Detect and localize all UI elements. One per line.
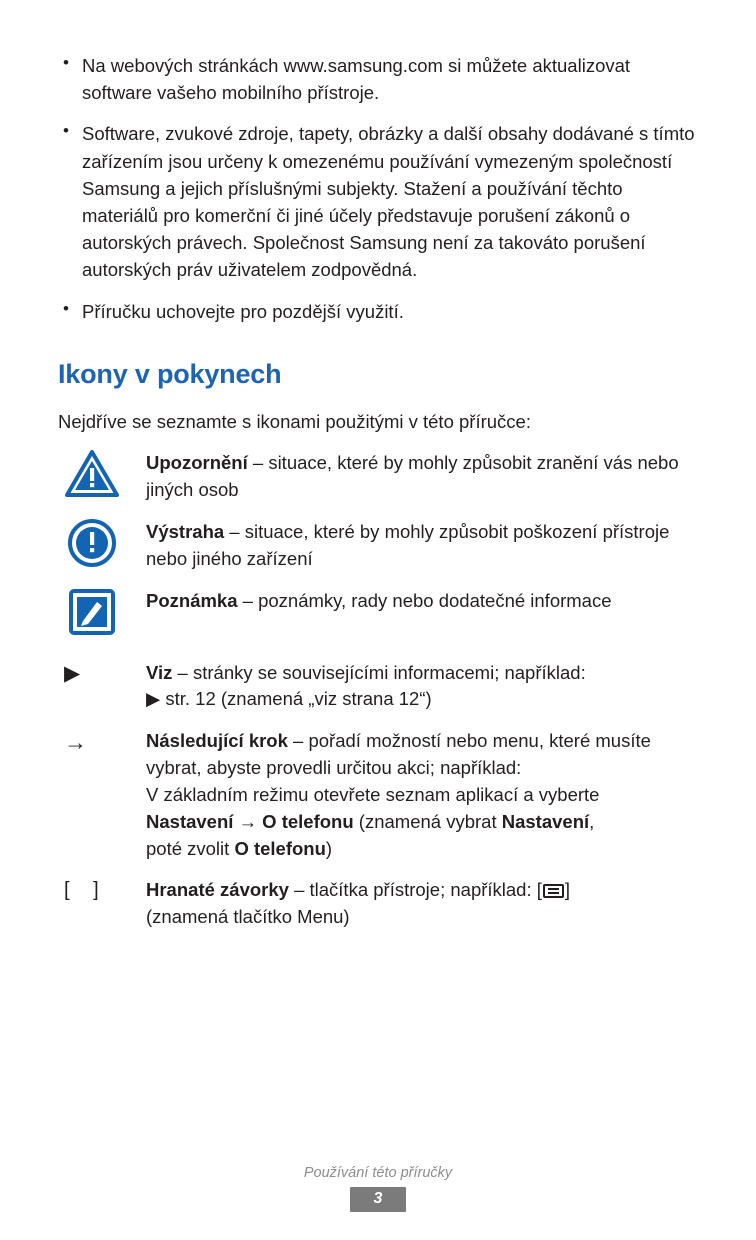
legend-term: Hranaté závorky <box>146 879 289 901</box>
footer-title: Používání této příručky <box>303 1165 453 1181</box>
triangle-right-glyph-wrap <box>58 659 146 693</box>
legend-text-brackets <box>146 876 698 931</box>
legend-description: – poznámky, rady nebo dodatečné informace <box>237 589 612 611</box>
legend-row-see <box>58 659 698 714</box>
legend-description-after: ] <box>564 879 571 901</box>
legend-row-next-step <box>58 727 698 862</box>
legend-subline-plain-2: poté zvolit <box>146 837 235 859</box>
note-pencil-icon <box>58 587 146 637</box>
legend-description: – situace, které by mohly způsobit zranění vás nebo jiných osob <box>146 452 679 501</box>
arrow-right-icon: → <box>64 729 87 756</box>
square-brackets-icon: [ ] <box>64 879 108 902</box>
legend-row-warning <box>58 449 698 504</box>
legend-subline: V základním režimu otevřete seznam aplikací a vyberte <box>146 783 600 805</box>
legend-description: – situace, které by mohly způsobit poškození přístroje nebo jiného zařízení <box>146 521 670 569</box>
legend-text-next-step <box>146 727 698 862</box>
legend-text-caution <box>146 518 698 573</box>
legend-row-caution <box>58 518 698 573</box>
legend-row-brackets <box>58 876 698 931</box>
legend-text-note <box>146 587 698 615</box>
section-lead-text: Nejdříve se seznamte s ikonami použitými v této příručce: <box>58 411 531 433</box>
legend-subline-bold-b: Nastavení <box>501 810 590 832</box>
icon-legend-list <box>58 449 698 931</box>
legend-subline-end-2: ) <box>325 837 333 859</box>
legend-term: Upozornění <box>146 452 248 474</box>
legend-text-warning <box>146 449 698 504</box>
warning-triangle-icon <box>58 449 146 499</box>
legend-subline-bold <box>146 809 698 836</box>
list-item: • Příručku uchovejte pro pozdější využití. <box>58 298 698 325</box>
legend-subline-end: , <box>589 810 595 832</box>
legend-subline-bold-c: O telefonu <box>234 837 326 859</box>
legend-row-note <box>58 587 698 637</box>
legend-term: Poznámka <box>146 589 238 611</box>
legend-text-see <box>146 659 698 714</box>
list-item: • Software, zvukové zdroje, tapety, obrázky a další obsahy dodávané s tímto zařízením jsou určeny k omezenému používání vymezeným společností Samsung a jejich příslušnými subjekty. Stažení a používání těchto materiálů pro komerční či jiné účely představuje porušení zákonů o autorských právech. Společnost Samsung není za takováto porušení autorských práv uživatelem zodpovědná. <box>58 120 698 283</box>
legend-subline: (znamená tlačítko Menu) <box>146 906 350 928</box>
legend-subline-bold-a: Nastavení → O telefonu <box>146 810 354 832</box>
legend-subline-plain: (znamená vybrat <box>353 810 502 832</box>
square-brackets-glyph-wrap <box>58 876 146 910</box>
legend-term: Výstraha <box>146 521 225 542</box>
triangle-right-icon: ▶ <box>64 661 81 685</box>
intro-bullet-list <box>58 52 698 325</box>
page-title: Ikony v pokynech <box>58 358 282 389</box>
menu-key-icon <box>543 884 564 898</box>
legend-description: – pořadí možností nebo menu, které musíte vybrat, abyste provedli určitou akci; například: <box>146 730 651 779</box>
page-footer <box>0 1165 756 1212</box>
legend-term: Následující krok <box>146 730 288 752</box>
legend-subline: ▶ str. 12 (znamená „viz strana 12“) <box>146 688 432 710</box>
caution-circle-icon <box>58 518 146 568</box>
legend-term: Viz <box>146 661 173 683</box>
legend-description: – stránky se souvisejícími informacemi; například: <box>172 661 586 683</box>
list-item: • Na webových stránkách www.samsung.com si můžete aktualizovat software vašeho mobilního přístroje. <box>58 52 698 106</box>
legend-description: – tlačítka přístroje; například: [ <box>288 879 542 901</box>
arrow-right-glyph-wrap <box>58 727 146 761</box>
legend-subline-bold-2 <box>146 836 698 863</box>
page-number-badge: 3 <box>350 1187 406 1212</box>
